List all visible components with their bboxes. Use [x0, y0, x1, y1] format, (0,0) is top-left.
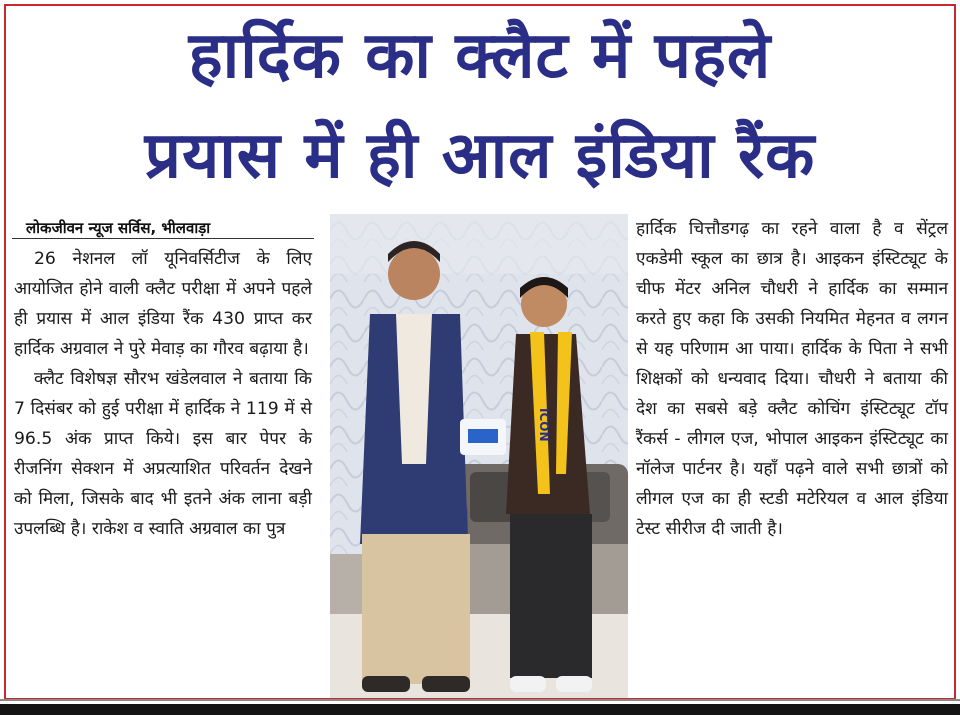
paragraph-1: 26 नेशनल लॉ यूनिवर्सिटीज के लिए आयोजित होने वाली क्लैट परीक्षा में अपने पहले ही प्रयास में आल इंडिया रैंक 430 प्राप्त कर हार्दिक अग्रवाल ने पुरे मेवाड़ का गौरव बढ़ाया है।	[14, 249, 312, 359]
article-photo	[330, 214, 628, 698]
headline-line-2: प्रयास में ही आल इंडिया रैंक	[144, 119, 816, 193]
footer-rule	[0, 699, 960, 701]
article-column-1	[14, 244, 312, 544]
byline-rule	[12, 238, 314, 239]
paragraph-3: हार्दिक चित्तौडगढ़ का रहने वाला है व सेंट्रल एकडेमी स्कूल का छात्र है। आइकन इंस्टिट्यूट के चीफ मेंटर अनिल चौधरी ने हार्दिक का सम्मान करते हुए कहा कि उसकी नियमित मेहनत व लगन से यह परिणाम आ पाया। हार्दिक के पिता ने सभी शिक्षकों को धन्यवाद दिया। चौधरी ने बताया की देश का सबसे बड़े क्लैट कोचिंग इंस्टिट्यूट टॉप रैंकर्स - लीगल एज, भोपाल आइकन इंस्टिट्यूट का नॉलेज पार्टनर है। यहाँ पढ़ने वाले सभी छात्रों को लीगल एज का ही स्टडी मटेरियल व आल इंडिया टेस्ट सीरीज दी जाती है।	[636, 219, 948, 539]
award-photo-illustration	[330, 214, 628, 698]
article-column-2	[636, 214, 948, 544]
headline-line-1: हार्दिक का क्लैट में पहले	[188, 19, 772, 93]
byline: लोकजीवन न्यूज सर्विस, भीलवाड़ा	[26, 219, 211, 237]
paragraph-2: क्लैट विशेषज्ञ सौरभ खंडेलवाल ने बताया कि 7 दिसंबर को हुई परीक्षा में हार्दिक ने 119 में से 96.5 अंक प्राप्त किये। इस बार पेपर के रीजनिंग सेक्शन में अप्रत्याशित परिवर्तन देखने को मिला, जिसके बाद भी इतने अंक लाना बड़ी उपलब्धि है। राकेश व स्वाति अग्रवाल का पुत्र	[14, 369, 312, 539]
footer-bar	[0, 704, 960, 715]
scarf-text: ICON	[537, 408, 551, 442]
